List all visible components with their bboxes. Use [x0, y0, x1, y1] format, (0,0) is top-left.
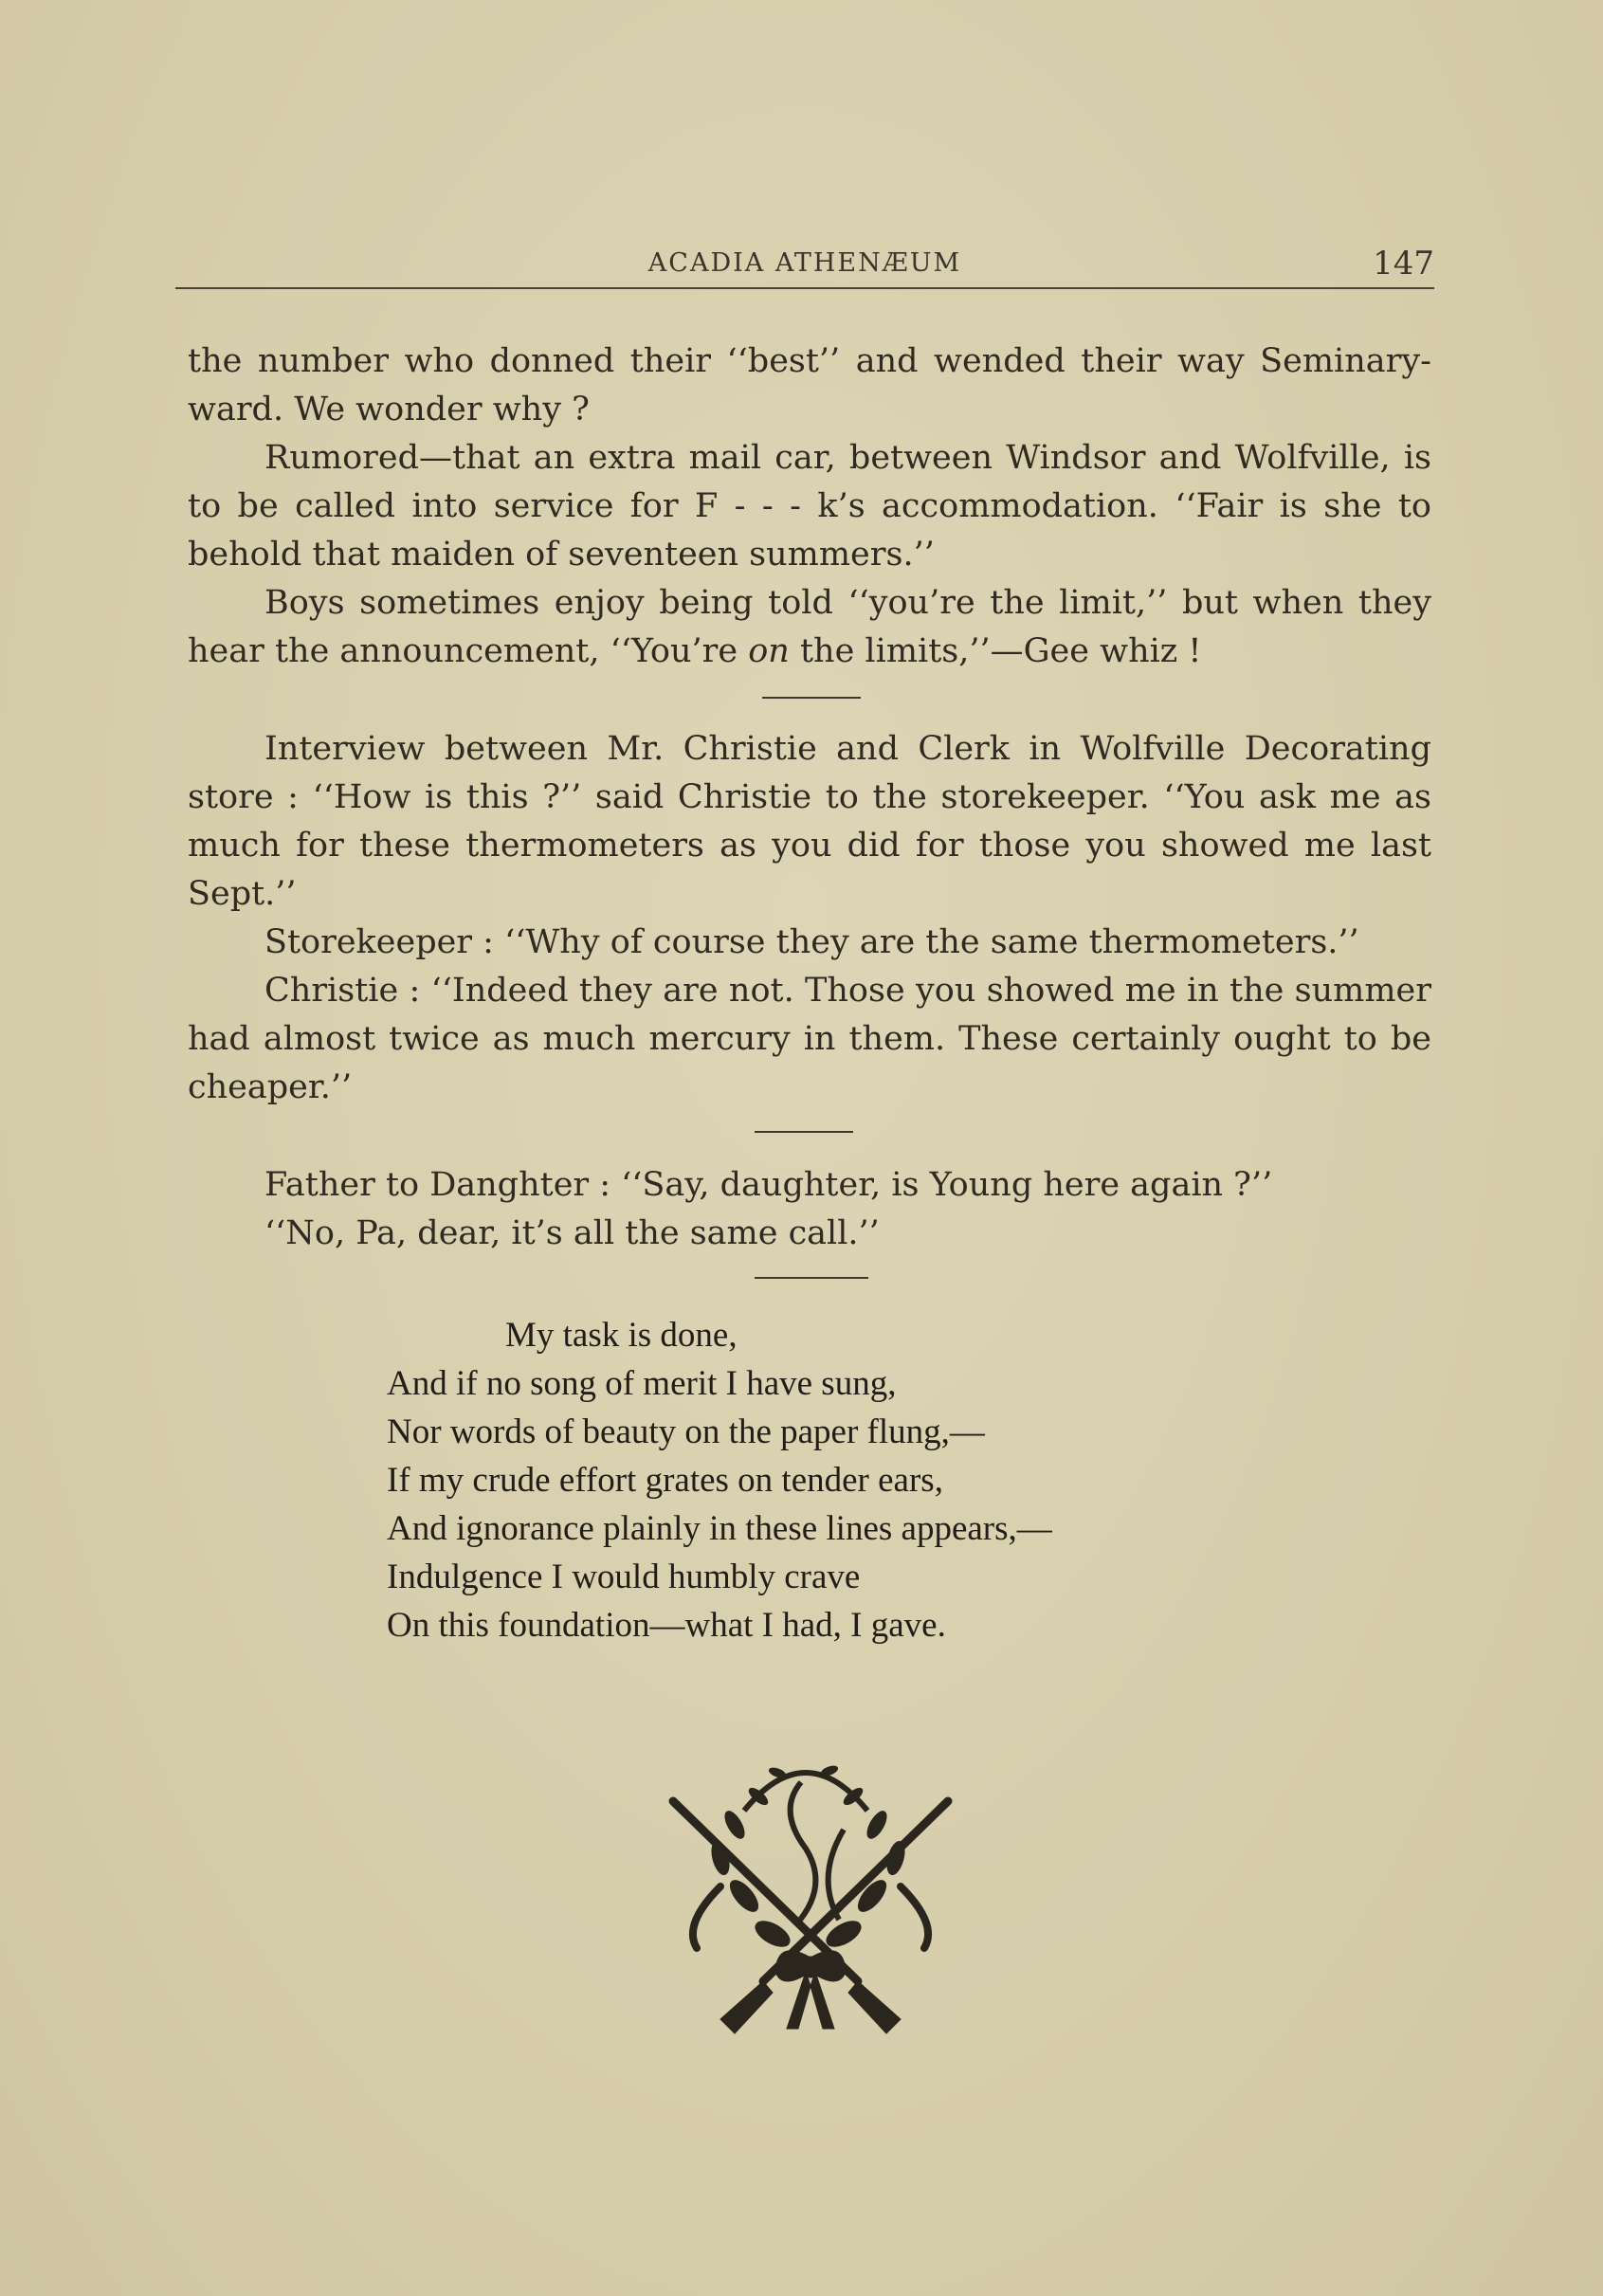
paragraph-storekeeper: Storekeeper : ‘‘Why of course they are the same thermometers.’’: [264, 923, 1359, 961]
poem-line: Nor words of beauty on the paper flung,—: [387, 1412, 985, 1451]
poem-line: On this foundation—what I had, I gave.: [387, 1606, 946, 1645]
limits-text-after: the limits,’’—Gee whiz !: [789, 632, 1202, 670]
paragraph-seminary: the number who donned their ‘‘best’’ and wended their way Seminary-ward. We wonder why ?: [188, 342, 1431, 428]
page-number: 147: [1373, 245, 1434, 282]
poem: [387, 1311, 1431, 1649]
running-title: ACADIA ATHENÆUM: [647, 248, 962, 278]
paragraph-rumored: Rumored—that an extra mail car, between Windsor and Wolfville, is to be called into service for F - - - k’s accommodation. ‘‘Fair is she to behold that maiden of seventeen summers.’’: [188, 439, 1431, 574]
paragraph-limits: [188, 579, 1431, 676]
poem-line: And ignorance plainly in these lines appears,—: [387, 1509, 1052, 1548]
poem-line: If my crude effort grates on tender ears,: [387, 1461, 943, 1500]
crossed-torches-wreath-ornament-icon: [664, 1744, 957, 2043]
poem-line: My task is done,: [505, 1316, 738, 1355]
section-divider: [762, 697, 861, 699]
running-head: [175, 245, 1434, 290]
poem-line: And if no song of merit I have sung,: [387, 1364, 897, 1403]
paragraph-reply: ‘‘No, Pa, dear, it’s all the same call.’’: [264, 1214, 880, 1252]
poem-line: Indulgence I would humbly crave: [387, 1558, 861, 1596]
body-text: [188, 337, 1431, 1649]
limits-emphasis: on: [748, 632, 790, 670]
limits-text-before: Boys sometimes enjoy being told ‘‘you’re the limit,’’ but when they hear the announcement, ‘‘You’re: [188, 584, 1431, 670]
paragraph-interview: Interview between Mr. Christie and Clerk in Wolfville Decorating store : ‘‘How is this ?’’ said Christie to the storekeeper. ‘‘You ask me as much for these thermometers as you did for those you showed me last Sept.’’: [188, 730, 1431, 913]
header-rule: [175, 287, 1434, 289]
section-divider: [755, 1131, 853, 1133]
paragraph-christie: Christie : ‘‘Indeed they are not. Those you showed me in the summer had almost twice as much mercury in them. These certainly ought to be cheaper.’’: [188, 972, 1431, 1106]
section-divider: [755, 1277, 868, 1279]
paragraph-father: Father to Danghter : ‘‘Say, daughter, is Young here again ?’’: [264, 1166, 1273, 1204]
